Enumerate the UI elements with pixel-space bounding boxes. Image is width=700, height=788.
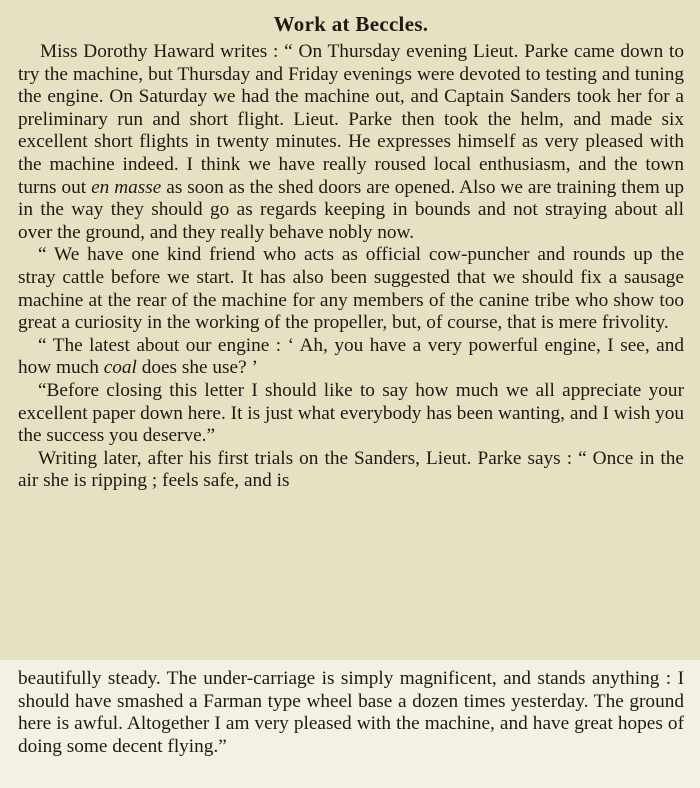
clipping-lower-section xyxy=(0,660,700,788)
paragraph-1-italic-en-masse: en masse xyxy=(91,176,162,198)
paragraph-1-text-c: as soon as the shed doors are opened. Also we are training them up in the way they should go as regards keeping in bounds and not straying about all over the ground, and they really behave nobly now. xyxy=(18,176,685,243)
paragraph-5: Writing later, after his first trials on the Sanders, Lieut. Parke says : “ Once in the air she is ripping ; feels safe, and is xyxy=(18,447,684,492)
paragraph-1 xyxy=(18,41,684,244)
paragraph-6: beautifully steady. The under-carriage is simply magnificent, and stands anything : I should have smashed a Farman type wheel base a dozen times yesterday. The ground here is awful. Altogether I am very pleased with the machine, and have great hopes of doing some decent flying.” xyxy=(18,668,684,757)
paragraph-2: “ We have one kind friend who acts as official cow-puncher and rounds up the stray cattle before we start. It has also been suggested that we should fix a sausage machine at the rear of the machine for any members of the canine tribe who show too great a curiosity in the working of the propeller, but, of course, that is mere frivolity. xyxy=(18,244,684,334)
paragraph-4: “Before closing this letter I should like to say how much we all appreciate your excellent paper down here. It is just what everybody has been wanting, and I wish you the success you deserve.” xyxy=(18,379,684,447)
paragraph-3-italic-coal: coal xyxy=(103,357,137,379)
paragraph-3-text-c: does she use? ’ xyxy=(136,357,258,379)
paragraph-3 xyxy=(18,335,684,380)
paragraph-1-text-a: Miss Dorothy Haward writes : “ On Thursday evening Lieut. Parke came down to try the machine, but Thursday and Friday evenings were devoted to testing and tuning the engine. On Saturday we had the machine out, and Captain Sanders took her for a preliminary run and short flight. Lieut. Parke then took the helm, and made six excellent short flights in twenty minutes. He expresses himself as very pleased with the machine indeed. I think we have really roused local enthusiasm, and the town turns out xyxy=(18,41,684,198)
article-title: Work at Beccles. xyxy=(273,12,429,36)
paragraph-3-text-a: “ The latest about our engine : ‘ Ah, you have a very powerful engine, I see, and how much xyxy=(18,334,684,379)
